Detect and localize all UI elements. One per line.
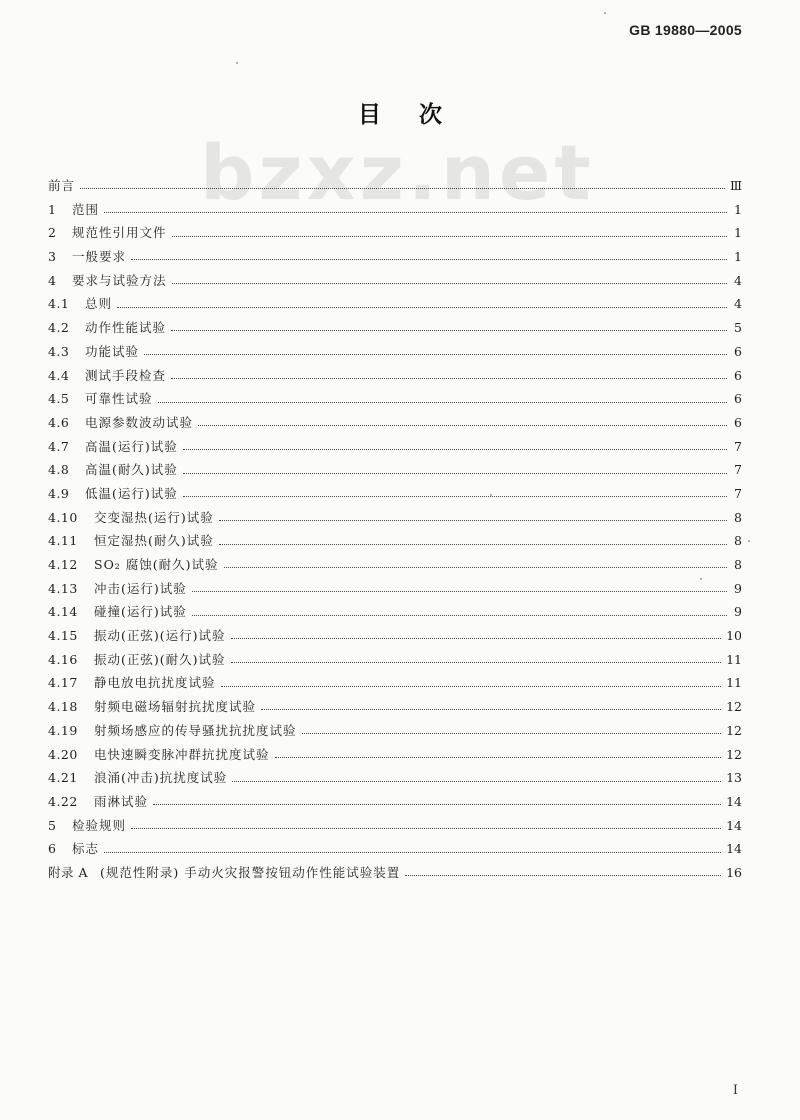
scan-speck — [700, 578, 702, 580]
toc-entry-title: 振动(正弦)(运行)试验 — [94, 628, 226, 644]
toc-entry-title: 碰撞(运行)试验 — [94, 604, 187, 620]
toc-entry-number: 4.20 — [48, 746, 78, 762]
toc-entry-number: 4.8 — [48, 462, 70, 478]
toc-entry-page: 6 — [734, 367, 742, 383]
dot-leader — [158, 402, 727, 403]
toc-entry[interactable] — [48, 482, 742, 506]
toc-entry[interactable] — [48, 506, 742, 530]
toc-entry-page: 9 — [734, 604, 742, 620]
toc-entry-title: 动作性能试验 — [85, 320, 167, 336]
toc-entry-page: 10 — [726, 628, 742, 644]
toc-entry-page: 9 — [734, 580, 742, 596]
toc-entry-number: 4.4 — [48, 367, 70, 383]
toc-entry[interactable] — [48, 719, 742, 743]
toc-entry[interactable] — [48, 766, 742, 790]
toc-entry-title: 一般要求 — [72, 249, 127, 265]
toc-entry-number: 4.17 — [48, 675, 78, 691]
toc-entry-title: 测试手段检查 — [85, 367, 167, 383]
toc-entry-number: 4.21 — [48, 770, 78, 786]
toc-entry-title: (规范性附录) 手动火灾报警按钮动作性能试验装置 — [100, 864, 401, 880]
toc-entry[interactable] — [48, 198, 742, 222]
toc-entry-title: SO₂ 腐蚀(耐久)试验 — [94, 557, 219, 572]
dot-leader — [275, 757, 722, 758]
toc-entry-page: 1 — [734, 201, 742, 217]
dot-leader — [144, 354, 727, 355]
dot-leader — [171, 330, 727, 331]
toc-entry-page: 5 — [734, 320, 742, 336]
toc-entry[interactable] — [48, 316, 742, 340]
dot-leader — [131, 259, 727, 260]
toc-entry[interactable] — [48, 648, 742, 672]
toc-entry-number: 3 — [48, 249, 57, 265]
dot-leader — [261, 709, 721, 710]
scan-speck — [236, 62, 238, 64]
toc-entry-page: 14 — [726, 841, 742, 857]
dot-leader — [131, 828, 721, 829]
toc-entry-page: 12 — [726, 699, 742, 715]
toc-entry[interactable] — [48, 837, 742, 861]
toc-entry-number: 2 — [48, 225, 57, 241]
toc-entry-title: 可靠性试验 — [85, 391, 153, 407]
toc-entry-title: 高温(运行)试验 — [85, 438, 178, 454]
toc-entry-number: 4.9 — [48, 485, 70, 501]
dot-leader — [192, 591, 727, 592]
toc-entry-title: 静电放电抗扰度试验 — [94, 675, 216, 691]
toc-entry-page: 8 — [734, 509, 742, 525]
toc-entry-title: 范围 — [72, 201, 100, 217]
scan-speck — [490, 494, 492, 496]
toc-entry-title: 雨淋试验 — [94, 793, 149, 809]
toc-entry-number: 4.19 — [48, 722, 78, 738]
toc-entry-page: 4 — [734, 272, 742, 288]
toc-entry-number: 4.5 — [48, 391, 70, 407]
toc-entry-number: 4.11 — [48, 533, 78, 549]
scan-speck — [604, 12, 606, 14]
dot-leader — [192, 615, 727, 616]
toc-entry-page: 12 — [726, 722, 742, 738]
toc-entry-page: 1 — [734, 249, 742, 265]
toc-entry-page: Ⅲ — [729, 178, 742, 193]
toc-entry-title: 标志 — [72, 841, 100, 857]
dot-leader — [153, 804, 721, 805]
toc-entry-title: 功能试验 — [85, 343, 140, 359]
toc-entry-title: 电快速瞬变脉冲群抗扰度试验 — [94, 746, 270, 762]
toc-entry-title: 射频场感应的传导骚扰抗扰度试验 — [94, 722, 297, 738]
toc-entry[interactable] — [48, 814, 742, 838]
dot-leader — [405, 875, 721, 876]
toc-entry-number: 4.15 — [48, 628, 78, 644]
toc-entry[interactable] — [48, 269, 742, 293]
dot-leader — [198, 425, 727, 426]
toc-entry-page: 13 — [726, 770, 742, 786]
toc-entry-title: 高温(耐久)试验 — [85, 462, 178, 478]
dot-leader — [172, 236, 727, 237]
dot-leader — [80, 188, 725, 189]
watermark: bzxz.net — [200, 128, 595, 217]
toc-entry[interactable] — [48, 790, 742, 814]
toc-entry-page: 6 — [734, 343, 742, 359]
dot-leader — [302, 733, 722, 734]
toc-entry-page: 4 — [734, 296, 742, 312]
toc-entry[interactable] — [48, 221, 742, 245]
toc-entry[interactable] — [48, 411, 742, 435]
dot-leader — [183, 473, 727, 474]
toc-entry-page: 6 — [734, 414, 742, 430]
toc-entry-number: 4.18 — [48, 699, 78, 715]
toc-entry-number: 4.14 — [48, 604, 78, 620]
standard-code: GB 19880—2005 — [629, 22, 742, 38]
toc-entry-title: 规范性引用文件 — [72, 225, 167, 241]
toc-entry-title: 要求与试验方法 — [72, 272, 167, 288]
toc-entry[interactable] — [48, 577, 742, 601]
toc-entry-number: 4.6 — [48, 414, 70, 430]
toc-entry[interactable] — [48, 624, 742, 648]
toc-entry-number: 附录 A — [48, 864, 89, 880]
toc-entry-title: 前言 — [48, 178, 76, 193]
page-number: I — [732, 1083, 738, 1098]
toc-entry-page: 12 — [726, 746, 742, 762]
dot-leader — [183, 449, 727, 450]
toc-entry-number: 5 — [48, 817, 57, 833]
dot-leader — [219, 520, 727, 521]
toc-entry-page: 6 — [734, 391, 742, 407]
dot-leader — [221, 686, 722, 687]
toc-entry-page: 8 — [734, 557, 742, 572]
toc-entry-number: 4.2 — [48, 320, 70, 336]
toc-entry-number: 4 — [48, 272, 57, 288]
dot-leader — [104, 852, 721, 853]
toc-entry-title: 浪涌(冲击)抗扰度试验 — [94, 770, 228, 786]
toc-entry-number: 4.22 — [48, 793, 78, 809]
toc-entry-number: 4.13 — [48, 580, 78, 596]
toc-entry-title: 电源参数波动试验 — [85, 414, 194, 430]
dot-leader — [104, 212, 727, 213]
toc-entry-page: 16 — [726, 864, 742, 880]
toc-entry[interactable] — [48, 387, 742, 411]
scan-speck — [748, 540, 750, 542]
dot-leader — [183, 496, 727, 497]
toc-entry[interactable] — [48, 671, 742, 695]
toc-entry[interactable] — [48, 174, 742, 198]
toc-entry-page: 1 — [734, 225, 742, 241]
toc-entry-page: 7 — [734, 485, 742, 501]
toc-entry[interactable] — [48, 245, 742, 269]
toc-entry-number: 6 — [48, 841, 57, 857]
toc-entry-page: 7 — [734, 462, 742, 478]
dot-leader — [224, 567, 727, 568]
toc-entry-title: 振动(正弦)(耐久)试验 — [94, 651, 226, 667]
toc-entry-number: 4.12 — [48, 557, 78, 572]
table-of-contents — [48, 174, 742, 885]
toc-entry-title: 总则 — [85, 296, 113, 312]
toc-entry[interactable] — [48, 435, 742, 459]
toc-entry-number: 4.3 — [48, 343, 70, 359]
toc-entry[interactable] — [48, 458, 742, 482]
toc-entry[interactable] — [48, 743, 742, 767]
toc-entry-page: 14 — [726, 817, 742, 833]
dot-leader — [117, 307, 727, 308]
toc-entry-number: 4.10 — [48, 509, 78, 525]
toc-entry[interactable] — [48, 600, 742, 624]
toc-entry-title: 交变湿热(运行)试验 — [94, 509, 214, 525]
dot-leader — [171, 378, 727, 379]
page-title: 目次 — [358, 101, 480, 128]
toc-entry[interactable] — [48, 292, 742, 316]
dot-leader — [232, 781, 721, 782]
dot-leader — [219, 544, 727, 545]
toc-entry-title: 恒定湿热(耐久)试验 — [94, 533, 214, 549]
toc-entry-number: 4.16 — [48, 651, 78, 667]
toc-entry-number: 4.7 — [48, 438, 70, 454]
toc-entry-page: 7 — [734, 438, 742, 454]
toc-entry-page: 14 — [726, 793, 742, 809]
toc-entry-title: 冲击(运行)试验 — [94, 580, 187, 596]
toc-entry[interactable] — [48, 340, 742, 364]
dot-leader — [172, 283, 727, 284]
toc-entry-page: 8 — [734, 533, 742, 549]
toc-entry-title: 低温(运行)试验 — [85, 485, 178, 501]
toc-entry[interactable] — [48, 553, 742, 577]
toc-entry[interactable] — [48, 695, 742, 719]
dot-leader — [231, 638, 722, 639]
toc-entry[interactable] — [48, 364, 742, 388]
toc-entry[interactable] — [48, 861, 742, 885]
toc-entry[interactable] — [48, 529, 742, 553]
toc-entry-number: 1 — [48, 201, 57, 217]
toc-entry-page: 11 — [726, 651, 742, 667]
toc-entry-title: 射频电磁场辐射抗扰度试验 — [94, 699, 257, 715]
toc-entry-number: 4.1 — [48, 296, 70, 312]
toc-entry-page: 11 — [726, 675, 742, 691]
dot-leader — [231, 662, 722, 663]
toc-entry-title: 检验规则 — [72, 817, 127, 833]
